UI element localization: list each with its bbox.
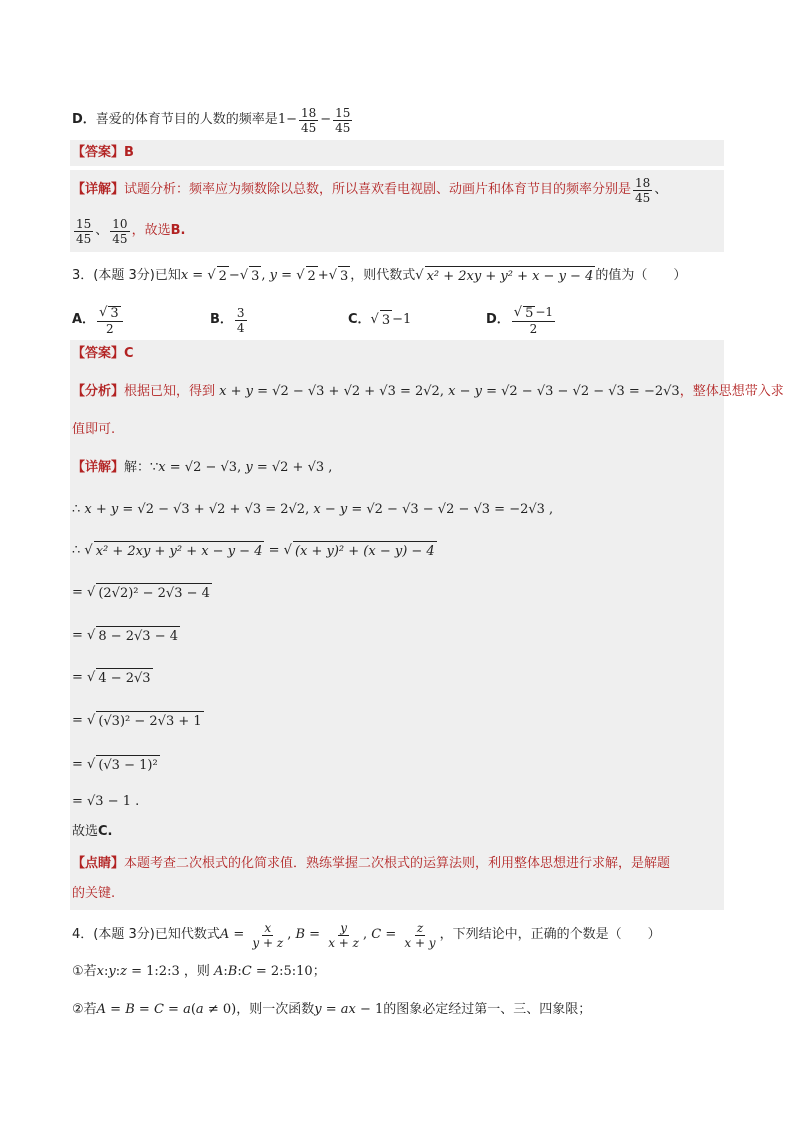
q3-step-3: = √ (2√2)² − 2√3 − 4	[72, 580, 722, 606]
q2-detail: 【详解】 试题分析：频率应为频数除以总数，所以喜欢看电视剧、动画片和体育节目的频率分别是 $\frac{18}{45}$ 、	[72, 175, 668, 205]
detail-tag: 【详解】	[72, 460, 125, 475]
q2-option-d-label: D．	[72, 112, 96, 127]
q3-step-6: = √ (√3)² − 2√3 + 1	[72, 708, 722, 734]
q3-stem-mid: ，则代数式	[350, 268, 416, 283]
q3-step-1: ∴ x + y = √2 − √3 + √2 + √3 = 2√2, x − y = √2 − √3 − √2 − √3 = −2√3 ,	[72, 502, 554, 517]
item-prefix: ①若	[72, 964, 97, 979]
choose-text: 故选	[72, 824, 99, 839]
q3-analysis: 【分析】 根据已知，得到 x + y = √2 − √3 + √2 + √3 = 2√2, x − y = √2 − √3 − √2 − √3 = −2√3 ，整体思想带入求	[72, 380, 722, 404]
choose-value: C.	[98, 824, 113, 839]
q3-stem-suffix: 的值为（ ）	[595, 268, 687, 283]
detail-tail: ，故选	[131, 223, 171, 238]
q3-analysis-cont	[72, 420, 722, 440]
q3-choose	[72, 822, 722, 842]
answer-value: B	[124, 145, 134, 160]
answer-tag: 【答案】	[72, 346, 125, 361]
detail-tag: 【详解】	[72, 182, 125, 197]
q3-option-b[interactable]: B． $\frac{3}{4}$	[210, 305, 245, 335]
q4-stem: 4．(本题 3分)已知代数式 A = $\frac{x}{y + z}$ , B = $\frac{y}{x + z}$ , C = $\frac{z}{x + y}$ ，下列结论中，正确的个数是（ ）	[72, 920, 661, 950]
q4-stem-prefix: 4．(本题 3分)已知代数式	[72, 927, 220, 942]
point-text: 的关键.	[72, 886, 116, 901]
q2-option-d-text: 喜爱的体育节目的人数的频率是	[95, 112, 278, 127]
analysis-text: 根据已知，得到	[124, 384, 216, 399]
q2-detail-cont: $\frac{15}{45}$ 、 $\frac{10}{45}$ ，故选 B.	[76, 216, 186, 246]
option-label: C．	[348, 312, 371, 327]
q3-step-7: = √ (√3 − 1)²	[72, 752, 722, 778]
analysis-tag: 【分析】	[72, 384, 125, 399]
q3-stem: 3．(本题 3分)已知 x = √ 2 − √ 3 , y = √ 2 + √ 3 ，则代数式 √ x² + 2xy + y² + x − y − 4 的值为（ ）	[72, 264, 722, 288]
option-label: D．	[486, 312, 510, 327]
separator: 、	[654, 182, 668, 197]
q3-step-2: ∴ √ x² + 2xy + y² + x − y − 4 = √ (x + y)² + (x − y) − 4	[72, 538, 722, 564]
q4-item-2: ②若 A = B = C = a ( a ≠ 0) ，则一次函数 y = ax − 1 的图象必定经过第一、三、四象限；	[72, 998, 722, 1022]
q3-option-c[interactable]: C． √ 3 −1	[348, 310, 486, 331]
q3-answer	[72, 344, 722, 364]
separator: 、	[95, 223, 109, 238]
detail-text: 解：∵	[124, 460, 159, 475]
option-label: B．	[210, 312, 233, 327]
q3-detail: 【详解】 解：∵ x = √2 − √3, y = √2 + √3 ,	[72, 456, 722, 480]
q2-option-d: D． 喜爱的体育节目的人数的频率是 1− $\frac{18}{45}$ − $\frac{15}{45}$	[72, 105, 351, 135]
item-suffix: 的图象必定经过第一、三、四象限；	[383, 1002, 592, 1017]
q3-stem-prefix: 3．(本题 3分)已知	[72, 268, 181, 283]
item-mid: ，则一次函数	[236, 1002, 315, 1017]
q4-item-1: ①若 x : y : z = 1:2:3 ，则 A : B : C = 2:5:10 ；	[72, 960, 722, 984]
q3-step-5: = √ 4 − 2√3	[72, 666, 722, 690]
q2-answer	[72, 143, 722, 163]
detail-choice: B.	[170, 223, 186, 238]
answer-value: C	[124, 346, 134, 361]
q4-stem-suffix: ，下列结论中，正确的个数是（ ）	[439, 927, 661, 942]
q3-option-a[interactable]: A． √ 3 2	[72, 305, 210, 336]
analysis-text: ，整体思想带入求	[679, 384, 784, 399]
q3-option-d[interactable]: D． √ 5 −1 2	[486, 304, 554, 336]
point-tag: 【点睛】	[72, 856, 125, 871]
option-label: A．	[72, 312, 96, 327]
answer-tag: 【答案】	[72, 145, 125, 160]
q3-step-8: = √3 − 1 .	[72, 794, 140, 809]
q3-step-4: = √ 8 − 2√3 − 4	[72, 624, 722, 648]
q3-point	[72, 854, 722, 874]
q3-options	[72, 302, 722, 338]
q3-point-cont	[72, 884, 722, 904]
item-prefix: ②若	[72, 1002, 97, 1017]
detail-text: 试题分析：频率应为频数除以总数，所以喜欢看电视剧、动画片和体育节目的频率分别是	[124, 182, 632, 197]
analysis-text: 值即可.	[72, 422, 116, 437]
item-suffix: ；	[312, 964, 326, 979]
point-text: 本题考查二次根式的化简求值．熟练掌握二次根式的运算法则，利用整体思想进行求解，是解题	[124, 856, 671, 871]
